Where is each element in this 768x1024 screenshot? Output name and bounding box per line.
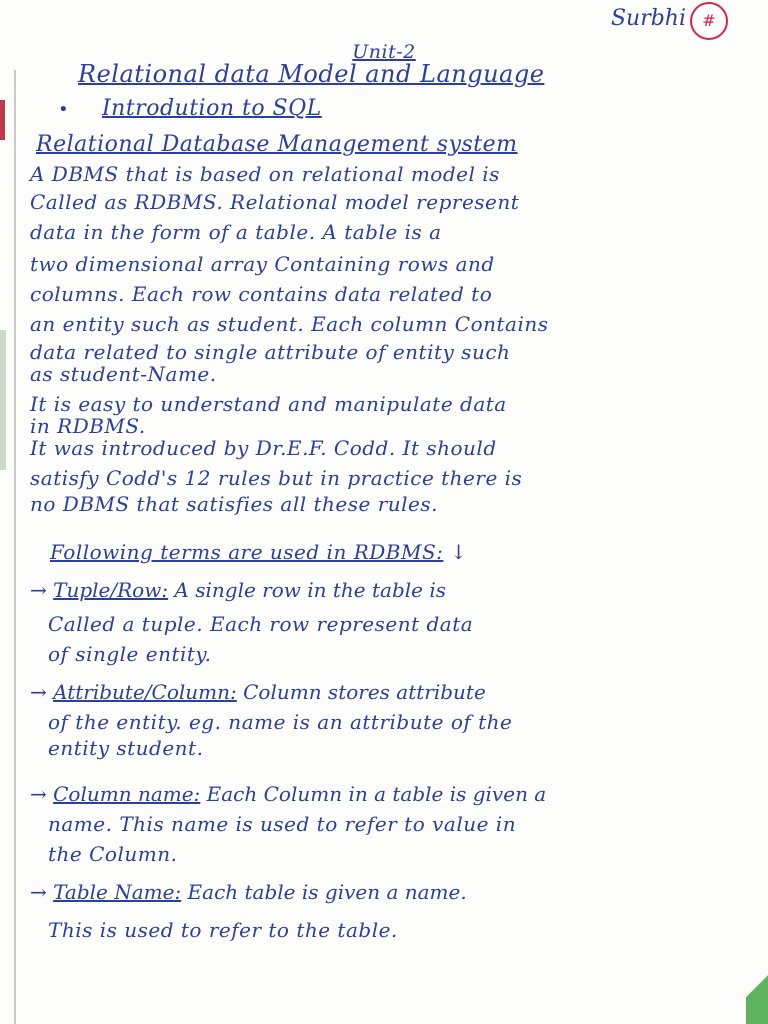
right-arrow-icon: → — [30, 782, 54, 806]
circled-mark — [690, 2, 728, 40]
paragraph-line: no DBMS that satisfies all these rules. — [30, 492, 439, 516]
unit-heading: Unit-2 — [352, 41, 416, 63]
paragraph-line: columns. Each row contains data related to — [30, 282, 493, 306]
term-definition-line: of single entity. — [48, 642, 212, 666]
margin-line — [14, 70, 16, 1024]
term-definition-line: A single row in the table is — [168, 578, 447, 602]
term-definition-line: the Column. — [48, 842, 178, 866]
term-definition-line: entity student. — [48, 736, 204, 760]
term-definition-line: of the entity. eg. name is an attribute of the — [48, 710, 513, 734]
terms-heading-row — [50, 540, 468, 564]
paragraph-line: It is easy to understand and manipulate data — [30, 392, 507, 416]
circled-mark-text: # — [702, 11, 716, 30]
term-definition-line: name. This name is used to refer to value in — [48, 812, 517, 836]
paragraph-line: satisfy Codd's 12 rules but in practice there is — [30, 466, 523, 490]
subtitle-row — [58, 96, 322, 122]
term-definition-line: Column stores attribute — [236, 680, 486, 704]
term-label: Tuple/Row: — [53, 578, 169, 602]
terms-heading: Following terms are used in RDBMS: — [50, 540, 444, 564]
page-title: Relational data Model and Language — [78, 60, 545, 88]
right-arrow-icon: → — [30, 680, 54, 704]
down-arrow-icon: ↓ — [450, 540, 468, 564]
paragraph-line: an entity such as student. Each column Contains — [30, 312, 549, 336]
corner-shadow — [746, 964, 768, 1024]
paragraph-line: It was introduced by Dr.E.F. Codd. It should — [30, 436, 497, 460]
term-definition-line: Each Column in a table is given a — [200, 782, 547, 806]
bullet-icon: • — [58, 99, 70, 120]
term-definition-line: Each table is given a name. — [181, 880, 467, 904]
term-definition-line: Called a tuple. Each row represent data — [48, 612, 474, 636]
term-definition-line: This is used to refer to the table. — [48, 918, 398, 942]
section-heading: Relational Database Management system — [36, 132, 518, 157]
term-label: Attribute/Column: — [53, 680, 237, 704]
paragraph-line: A DBMS that is based on relational model is — [30, 162, 500, 186]
paragraph-line: data related to single attribute of entity such — [30, 340, 511, 364]
paragraph-line: in RDBMS. — [30, 414, 146, 438]
right-arrow-icon: → — [30, 578, 54, 602]
term-label: Column name: — [53, 782, 201, 806]
term-row — [30, 578, 446, 602]
paragraph-line: as student-Name. — [30, 362, 217, 386]
page-edge-shadow — [0, 330, 6, 470]
term-label: Table Name: — [53, 880, 182, 904]
right-arrow-icon: → — [30, 880, 54, 904]
term-row — [30, 782, 546, 806]
paragraph-line: two dimensional array Containing rows and — [30, 252, 495, 276]
term-row — [30, 680, 486, 704]
subtitle: Introdution to SQL — [101, 96, 322, 121]
page-edge-mark — [0, 100, 5, 140]
paragraph-line: data in the form of a table. A table is a — [30, 220, 442, 244]
paragraph-line: Called as RDBMS. Relational model represent — [30, 190, 520, 214]
term-row — [30, 880, 467, 904]
author-signature: Surbhi — [610, 6, 686, 31]
